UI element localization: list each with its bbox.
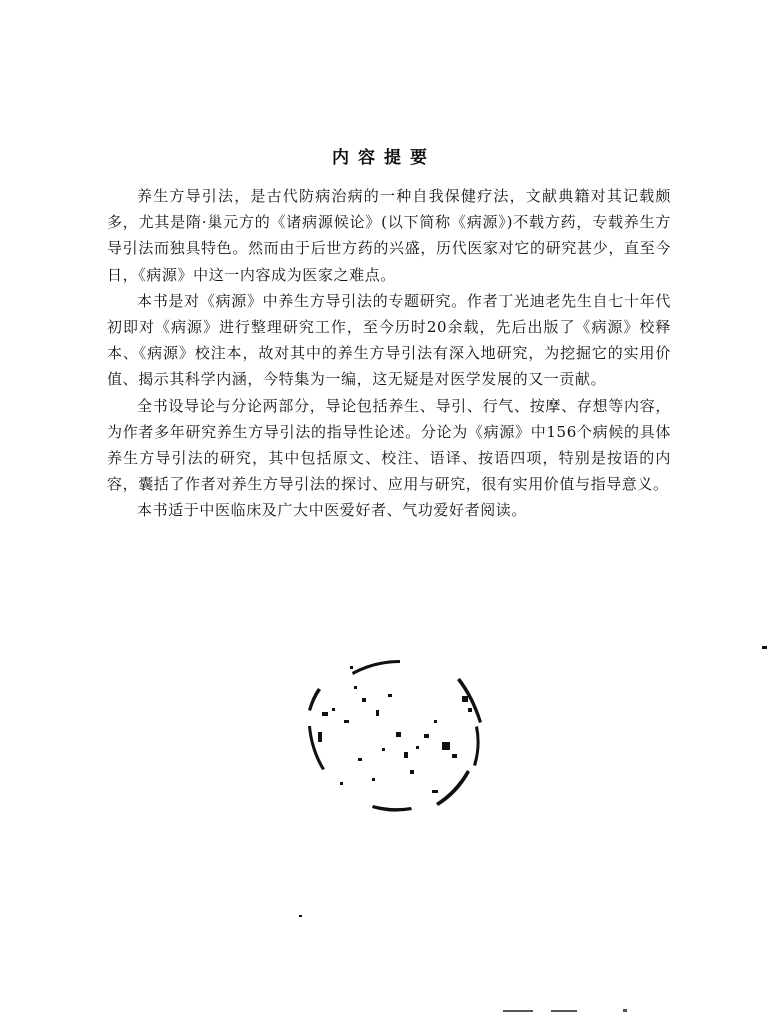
library-stamp-icon (292, 650, 504, 820)
footer-scan-marks (503, 1008, 633, 1014)
paragraph-1: 养生方导引法，是古代防病治病的一种自我保健疗法，文献典籍对其记载颇多，尤其是隋·巢元方的《诸病源候论》(以下简称《病源》)不载方药，专载养生方导引法而独具特色。然而由于后世方药的兴盛，历代医家对它的研究甚少，直至今日，《病源》中这一内容成为医家之难点。 (107, 187, 671, 284)
paragraph-2: 本书是对《病源》中养生方导引法的专题研究。作者丁光迪老先生自七十年代初即对《病源》进行整理研究工作，至今历时20余载，先后出版了《病源》校释本、《病源》校注本，故对其中的养生方导引法有深入地研究，为挖掘它的实用价值、揭示其科学内涵，今特集为一编，这无疑是对医学发展的又一贡献。 (107, 291, 671, 389)
paragraph-3: 全书设导论与分论两部分，导论包括养生、导引、行气、按摩、存想等内容，为作者多年研究养生方导引法的指导性论述。分论为《病源》中156个病候的具体养生方导引法的研究，其中包括原文、校注、语译、按语四项，特别是按语的内容，囊括了作者对养生方导引法的探讨、应用与研究，很有实用价值与指导意义。 (107, 396, 671, 494)
page-title: 内容提要 (332, 148, 436, 168)
summary-body (107, 183, 671, 524)
paragraph-4: 本书适于中医临床及广大中医爱好者、气功爱好者阅读。 (137, 501, 528, 520)
scan-speck (762, 646, 767, 649)
scan-speck (299, 915, 302, 917)
